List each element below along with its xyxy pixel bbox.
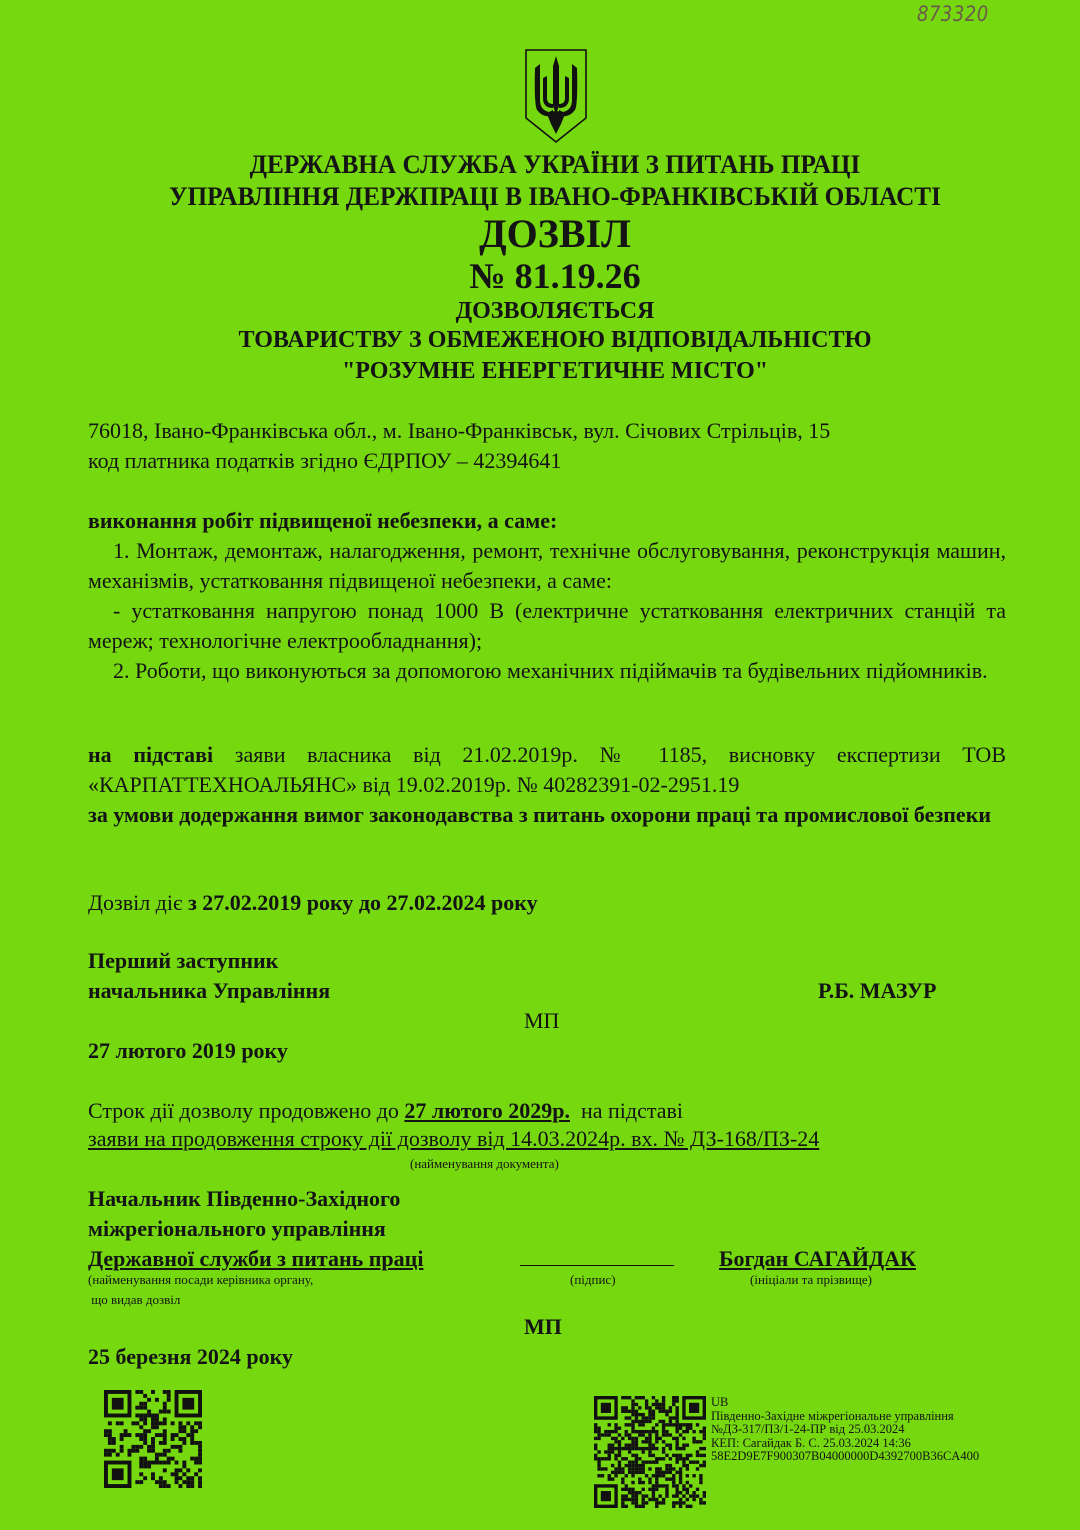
basis-condition: за умови додержання вимог законодавства з питань охорони праці та промислової безпеки bbox=[88, 802, 992, 827]
extension-prefix: Строк дії дозволу продовжено до bbox=[88, 1098, 405, 1123]
allowed-label: ДОЗВОЛЯЄТЬСЯ bbox=[455, 298, 655, 324]
e-signature-line1: UB bbox=[711, 1395, 729, 1409]
signature-line bbox=[520, 1265, 674, 1266]
signatory2-position-line3: Державної служби з питань праці bbox=[88, 1246, 424, 1271]
basis-block bbox=[88, 740, 1006, 830]
signatory1-position-line2: начальника Управління bbox=[88, 978, 331, 1003]
caption-signature: (підпис) bbox=[570, 1272, 616, 1287]
signatory1-name: Р.Б. МАЗУР bbox=[818, 978, 937, 1003]
e-signature-line3: №ДЗ-317/ПЗ/1-24-ПР від 25.03.2024 bbox=[711, 1422, 905, 1436]
e-signature-line2: Південно-Західне міжрегіональне управління bbox=[711, 1408, 954, 1423]
signatory2-position-line1: Начальник Південно-Західного bbox=[88, 1186, 401, 1211]
coat-of-arms-icon bbox=[523, 48, 589, 144]
signatory2-position-line2: міжрегіонального управління bbox=[88, 1216, 386, 1241]
qr-code-right[interactable] bbox=[594, 1396, 706, 1508]
works-item-1-sub: - устатковання напругою понад 1000 В (електричне устатковання електричних станцій та мереж; технологічне електрообладнання); bbox=[88, 598, 1006, 653]
basis-details: заяви власника від 21.02.2019р. № 1185, висновку експертизи ТОВ «КАРПАТТЕХНОАЛЬЯНС» від 19.02.2019р. № 40282391-02-2951.19 bbox=[88, 742, 1006, 797]
issuer-line-1: ДЕРЖАВНА СЛУЖБА УКРАЇНИ З ПИТАНЬ ПРАЦІ bbox=[249, 150, 861, 179]
company-name: "РОЗУМНЕ ЕНЕРГЕТИЧНЕ МІСТО" bbox=[341, 358, 769, 384]
validity-period: з 27.02.2019 року до 27.02.2024 року bbox=[187, 890, 538, 915]
qr-code-left[interactable] bbox=[104, 1390, 202, 1488]
caption-position-1: (найменування посади керівника органу, bbox=[88, 1272, 314, 1287]
extension-document: заяви на продовження строку дії дозволу від 14.03.2024р. вх. № ДЗ-168/ПЗ-24 bbox=[88, 1126, 820, 1151]
extension-suffix: на підставі bbox=[569, 1098, 684, 1123]
e-signature-stamp bbox=[711, 1396, 979, 1464]
extension-line bbox=[88, 1096, 683, 1126]
document-title: ДОЗВІЛ bbox=[479, 211, 631, 256]
e-signature-line4: КЕП: Сагайдак Б. С. 25.03.2024 14:36 bbox=[711, 1435, 911, 1450]
signatory2-position bbox=[88, 1184, 423, 1274]
basis-label: на підставі bbox=[88, 742, 214, 767]
issuer-line-2: УПРАВЛІННЯ ДЕРЖПРАЦІ В ІВАНО-ФРАНКІВСЬКІЙ ОБЛАСТІ bbox=[169, 182, 941, 211]
signatory1-position bbox=[88, 946, 330, 1006]
extension-document-caption: (найменування документа) bbox=[410, 1156, 559, 1171]
tax-code-line: код платника податків згідно ЄДРПОУ – 42394641 bbox=[88, 448, 562, 473]
works-item-1: 1. Монтаж, демонтаж, налагодження, ремонт, технічне обслуговування, реконструкція машин, механізмів, устатковання підвищеної небезпеки, а саме: bbox=[88, 538, 1006, 593]
extension-until: 27 лютого 2029р. bbox=[404, 1098, 570, 1123]
company-type: ТОВАРИСТВУ З ОБМЕЖЕНОЮ ВІДПОВІДАЛЬНІСТЮ bbox=[238, 327, 872, 353]
signatory2-date: 25 березня 2024 року bbox=[88, 1344, 293, 1369]
caption-position-2: що видав дозвіл bbox=[88, 1292, 181, 1307]
e-signature-line5: 58E2D9E7F900307B04000000D4392700B36CA400 bbox=[711, 1449, 980, 1463]
handwritten-number: 873320 bbox=[917, 1, 989, 28]
works-heading: виконання робіт підвищеної небезпеки, а саме: bbox=[88, 508, 558, 533]
caption-name: (ініціали та прізвище) bbox=[750, 1272, 872, 1287]
signatory2-name: Богдан САГАЙДАК bbox=[719, 1246, 917, 1271]
signatory1-date: 27 лютого 2019 року bbox=[88, 1038, 288, 1063]
works-block bbox=[88, 506, 1006, 686]
works-item-2: 2. Роботи, що виконуються за допомогою механічних підіймачів та будівельних підйомників. bbox=[113, 658, 988, 683]
address-block bbox=[88, 416, 1006, 476]
signatory2-stamp: МП bbox=[524, 1314, 562, 1339]
address-line: 76018, Івано-Франківська обл., м. Івано-Франківськ, вул. Січових Стрільців, 15 bbox=[88, 418, 831, 443]
basis-text bbox=[88, 740, 1006, 800]
validity-line bbox=[88, 888, 1006, 918]
validity-prefix: Дозвіл діє bbox=[88, 890, 188, 915]
signatory1-position-line1: Перший заступник bbox=[88, 948, 279, 973]
signatory1-stamp: МП bbox=[524, 1008, 560, 1033]
permit-number: № 81.19.26 bbox=[469, 256, 641, 296]
